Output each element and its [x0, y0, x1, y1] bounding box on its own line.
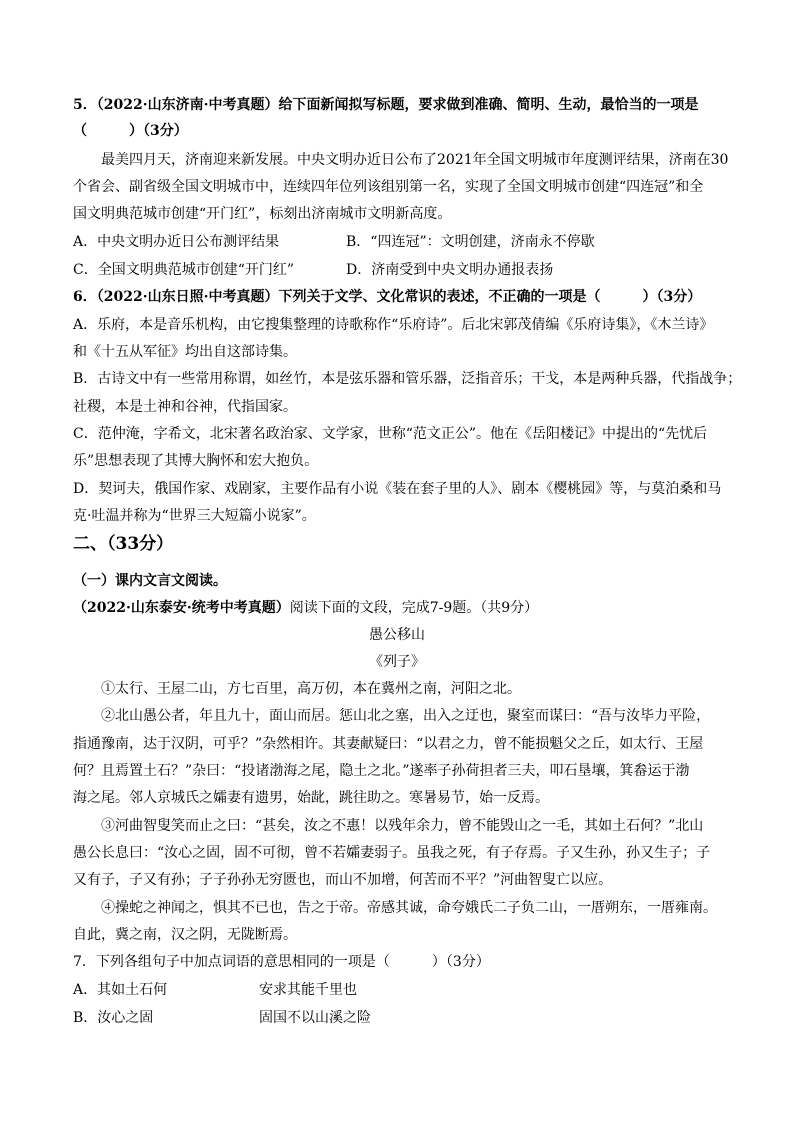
text-title: 愚公移山 [369, 627, 425, 643]
passage-line: 指通豫南，达于汉阴，可乎？”杂然相许。其妻献疑曰：“以君之力，曾不能损魁父之丘，如太行、王屋 [73, 736, 704, 752]
passage-line: 自此，冀之南，汉之阴，无陇断焉。 [73, 927, 297, 943]
q7-option-a-right: 安求其能千里也 [259, 982, 357, 998]
q5-option-d: D．济南受到中央文明办通报表扬 [346, 262, 554, 278]
q7-option-b-left: B．汝心之固 [73, 1010, 154, 1026]
q5-passage-line1: 最美四月天，济南迎来新发展。中央文明办近日公布了2021年全国文明城市年度测评结果，济南在30 [101, 152, 729, 168]
q5-option-b: B．“四连冠”：文明创建，济南永不停歇 [346, 234, 595, 250]
subsection-title: （一）课内文言文阅读。 [73, 573, 227, 589]
section-title: 二、（33分） [73, 534, 174, 554]
passage-line: ③河曲智叟笑而止之曰：“甚矣，汝之不惠！以残年余力，曾不能毁山之一毛，其如土石何？”北山 [101, 818, 704, 834]
q6-line: B．古诗文中有一些常用称谓，如丝竹，本是弦乐器和管乐器，泛指音乐；干戈，本是两种兵器，代指战争； [73, 371, 742, 387]
passage-line: ①太行、王屋二山，方七百里，高万仞，本在冀州之南，河阳之北。 [101, 681, 521, 697]
passage-line: 愚公长息曰：“汝心之固，固不可彻，曾不若孀妻弱子。虽我之死，有子存焉。子又生孙，孙又生子；子 [73, 845, 711, 861]
q5-option-c: C．全国文明典范城市创建“开门红” [73, 262, 295, 278]
q6-line: 克·吐温并称为“世界三大短篇小说家”。 [73, 508, 316, 524]
passage-line: 又有子，子又有孙；子子孙孙无穷匮也，而山不加增，何苦而不平？”河曲智叟亡以应。 [73, 872, 613, 888]
q5-option-a: A．中央文明办近日公布测评结果 [73, 234, 280, 250]
q5-stem-line2: （ ）（3分） [73, 123, 188, 139]
q7-option-b-right: 固国不以山溪之险 [259, 1010, 371, 1026]
q6-line: 乐”思想表现了其博大胸怀和宏大抱负。 [73, 453, 319, 469]
passage-line: 何？且焉置土石？”杂曰：“投诸渤海之尾，隐土之北。”遂率子孙荷担者三夫，叩石垦壤，箕畚运于渤 [73, 763, 690, 779]
q6-line: D．契诃夫，俄国作家、戏剧家，主要作品有小说《装在套子里的人》、剧本《樱桃园》等，与莫泊桑和马 [73, 481, 722, 497]
q5-passage-line2: 个省会、副省级全国文明城市中，连续四年位列该组别第一名，实现了全国文明城市创建“四连冠”和全 [73, 179, 704, 195]
q6-line: A．乐府，本是音乐机构，由它搜集整理的诗歌称作“乐府诗”。后北宋郭茂倩编《乐府诗集》，《木兰诗》 [73, 317, 714, 333]
passage-line: ④操蛇之神闻之，惧其不已也，告之于帝。帝感其诚，命夸娥氏二子负二山，一厝朔东，一厝雍南。 [101, 900, 717, 916]
q5-passage-line3: 国文明典范城市创建“开门红”，标刻出济南城市文明新高度。 [73, 206, 452, 222]
q7-stem: 7．下列各组句子中加点词语的意思相同的一项是（ ）（3分） [73, 954, 490, 970]
reading-source [73, 599, 538, 617]
q6-line: 和《十五从军征》均出自这部诗集。 [73, 344, 297, 360]
passage-line: ②北山愚公者，年且九十，面山而居。惩山北之塞，出入之迂也，聚室而谋曰：“吾与汝毕力平险， [101, 708, 711, 724]
reading-source-tag: （2022·山东泰安·统考中考真题） [73, 600, 290, 616]
q7-option-a-left: A．其如土石何 [73, 982, 168, 998]
q6-line: C．范仲淹，字希文，北宋著名政治家、文学家，世称“范文正公”。他在《岳阳楼记》中提出的“先忧后 [73, 426, 708, 442]
q6-stem: 6．（2022·山东日照·中考真题）下列关于文学、文化常识的表述，不正确的一项是（ ）（3分） [73, 289, 702, 305]
q5-stem-line1: 5．（2022·山东济南·中考真题）给下面新闻拟写标题，要求做到准确、简明、生动，最恰当的一项是 [73, 97, 699, 113]
text-author: 《列子》 [369, 654, 425, 670]
passage-line: 海之尾。邻人京城氏之孀妻有遗男，始龀，跳往助之。寒暑易节，始一反焉。 [73, 790, 549, 806]
q6-line: 社稷，本是土神和谷神，代指国家。 [73, 399, 297, 415]
reading-instruction: 阅读下面的文段，完成7-9题。（共9分） [289, 600, 539, 616]
